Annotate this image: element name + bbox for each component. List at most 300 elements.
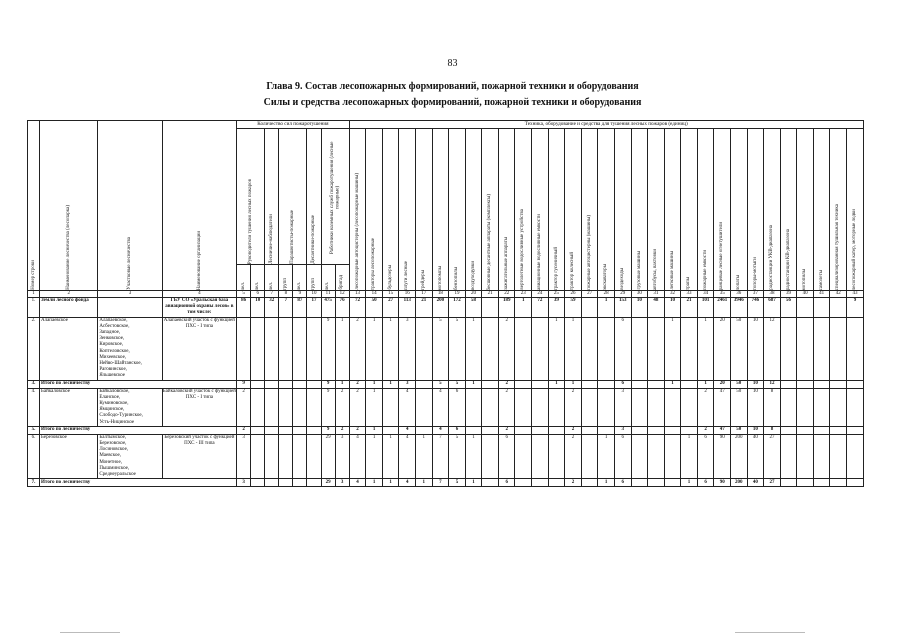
value-cell: 2461 bbox=[714, 298, 731, 318]
value-cell bbox=[797, 298, 814, 318]
value-cell bbox=[664, 479, 681, 487]
unit-text-6: групп bbox=[310, 277, 316, 290]
value-cell: 50 bbox=[731, 388, 748, 426]
column-number: 17 bbox=[416, 291, 433, 298]
value-cell: 1 bbox=[548, 380, 565, 388]
column-number: 23 bbox=[515, 291, 532, 298]
equipment-header-text-30: лесопожарный катер, моторные лодки bbox=[852, 208, 858, 290]
equipment-header-text-15: экскаваторы bbox=[603, 263, 609, 290]
value-cell: 1 bbox=[366, 434, 383, 478]
value-cell bbox=[598, 388, 615, 426]
value-cell bbox=[265, 434, 279, 478]
equipment-header-text-28: самолеты bbox=[818, 269, 824, 290]
column-number: 29 bbox=[614, 291, 631, 298]
value-cell bbox=[664, 426, 681, 434]
value-cell: 3 bbox=[614, 388, 631, 426]
value-cell: 10 bbox=[251, 298, 265, 318]
value-cell: 1 bbox=[416, 434, 433, 478]
value-cell bbox=[482, 298, 499, 318]
value-cell: 4 bbox=[432, 388, 449, 426]
value-cell bbox=[830, 298, 847, 318]
value-cell: 2 bbox=[335, 388, 349, 426]
equipment-header-25 bbox=[764, 129, 781, 291]
equipment-header-22 bbox=[714, 129, 731, 291]
value-cell bbox=[598, 317, 615, 380]
value-cell: 7 bbox=[432, 479, 449, 487]
column-number: 22 bbox=[498, 291, 515, 298]
value-cell bbox=[293, 388, 307, 426]
forestry-name: Алапаевское bbox=[40, 317, 98, 380]
unit-text-3: чел. bbox=[268, 281, 274, 290]
column-number: 1 bbox=[28, 291, 40, 298]
organization-name: ГБУ СО «Уральская база авиационной охраны лесов» в том числе: bbox=[162, 298, 236, 318]
value-cell bbox=[598, 380, 615, 388]
value-cell: 86 bbox=[237, 298, 251, 318]
column-number: 39 bbox=[780, 291, 797, 298]
equipment-header-19 bbox=[664, 129, 681, 291]
value-cell: 50 bbox=[366, 298, 383, 318]
equipment-header-20 bbox=[681, 129, 698, 291]
value-cell bbox=[581, 380, 598, 388]
value-cell bbox=[532, 380, 549, 388]
unit-text-2: чел. bbox=[254, 281, 260, 290]
value-cell: 1 bbox=[598, 434, 615, 478]
total-row bbox=[28, 479, 864, 487]
value-cell: 6 bbox=[697, 479, 714, 487]
value-cell: 9 bbox=[321, 380, 335, 388]
value-cell: 56 bbox=[780, 298, 797, 318]
staff-header-4 bbox=[307, 129, 321, 265]
chapter-title: Глава 9. Состав лесопожарных формирований, пожарной техники и оборудования bbox=[266, 81, 639, 92]
row-number: 3. bbox=[28, 380, 40, 388]
value-cell: 87 bbox=[293, 298, 307, 318]
value-cell: 9 bbox=[321, 317, 335, 380]
column-number: 26 bbox=[565, 291, 582, 298]
column-number-row bbox=[28, 291, 864, 298]
value-cell bbox=[251, 317, 265, 380]
value-cell bbox=[307, 426, 321, 434]
value-cell: 5 bbox=[449, 479, 466, 487]
value-cell: 475 bbox=[321, 298, 335, 318]
equipment-header-text-12: трактор гусеничный bbox=[553, 246, 559, 290]
total-label: Итого по лесничеству bbox=[40, 426, 237, 434]
value-cell bbox=[830, 388, 847, 426]
equipment-header-26 bbox=[780, 129, 797, 291]
value-cell: 153 bbox=[614, 298, 631, 318]
column-number: 18 bbox=[432, 291, 449, 298]
value-cell: 1 bbox=[366, 388, 383, 426]
value-cell: 6 bbox=[614, 479, 631, 487]
value-cell: 6 bbox=[614, 317, 631, 380]
value-cell: 1 bbox=[465, 479, 482, 487]
forces-table bbox=[27, 120, 864, 487]
equipment-header-text-19: легковые машины bbox=[669, 251, 675, 290]
equipment-group-header: Техника, оборудование и средства для тушения лесных пожаров (единиц) bbox=[349, 121, 863, 129]
value-cell: 2 bbox=[565, 426, 582, 434]
equipment-header-14 bbox=[581, 129, 598, 291]
value-cell bbox=[265, 388, 279, 426]
value-cell bbox=[482, 434, 499, 478]
value-cell bbox=[830, 434, 847, 478]
value-cell: 5 bbox=[449, 434, 466, 478]
value-cell bbox=[631, 426, 648, 434]
value-cell bbox=[265, 426, 279, 434]
value-cell: 1 bbox=[335, 380, 349, 388]
column-number: 10 bbox=[307, 291, 321, 298]
value-cell: 2 bbox=[498, 426, 515, 434]
unit-4 bbox=[279, 265, 293, 291]
value-cell: 3 bbox=[237, 479, 251, 487]
value-cell bbox=[307, 317, 321, 380]
total-row bbox=[28, 426, 864, 434]
value-cell: 2 bbox=[565, 434, 582, 478]
equipment-header-24 bbox=[747, 129, 764, 291]
value-cell bbox=[307, 434, 321, 478]
value-cell bbox=[797, 426, 814, 434]
value-cell: 1 bbox=[382, 434, 399, 478]
scan-artifact-right bbox=[735, 632, 805, 633]
column-number: 27 bbox=[581, 291, 598, 298]
fixed-header-4 bbox=[162, 121, 236, 291]
value-cell bbox=[465, 426, 482, 434]
value-cell bbox=[797, 317, 814, 380]
value-cell bbox=[631, 388, 648, 426]
column-number: 32 bbox=[664, 291, 681, 298]
column-number: 43 bbox=[847, 291, 864, 298]
value-cell bbox=[681, 426, 698, 434]
value-cell bbox=[780, 380, 797, 388]
value-cell: 200 bbox=[432, 298, 449, 318]
value-cell bbox=[279, 388, 293, 426]
value-cell: 2 bbox=[237, 388, 251, 426]
value-cell bbox=[664, 388, 681, 426]
value-cell bbox=[847, 426, 864, 434]
equipment-header-1 bbox=[366, 129, 383, 291]
value-cell: 1 bbox=[598, 479, 615, 487]
value-cell: 39 bbox=[548, 298, 565, 318]
value-cell: 2 bbox=[349, 317, 366, 380]
value-cell: 2 bbox=[349, 426, 366, 434]
value-cell: 12 bbox=[764, 380, 781, 388]
column-number: 12 bbox=[335, 291, 349, 298]
equipment-header-11 bbox=[532, 129, 549, 291]
value-cell: 6 bbox=[449, 388, 466, 426]
value-cell bbox=[532, 426, 549, 434]
value-cell: 10 bbox=[747, 388, 764, 426]
value-cell: 3 bbox=[335, 479, 349, 487]
column-number: 9 bbox=[293, 291, 307, 298]
column-number: 4 bbox=[162, 291, 236, 298]
district-list-text: Балтымское, Березовское, Лосиновское, Маевское, Монетное, Пышминское, Среднеуральское bbox=[99, 434, 136, 478]
column-number: 11 bbox=[321, 291, 335, 298]
value-cell bbox=[830, 317, 847, 380]
value-cell bbox=[465, 388, 482, 426]
row-number: 6. bbox=[28, 434, 40, 478]
value-cell bbox=[293, 317, 307, 380]
forestry-name: Березовское bbox=[40, 434, 98, 478]
value-cell: 6 bbox=[449, 426, 466, 434]
value-cell bbox=[581, 298, 598, 318]
value-cell: 29 bbox=[321, 434, 335, 478]
value-cell bbox=[813, 426, 830, 434]
value-cell bbox=[548, 479, 565, 487]
value-cell: 200 bbox=[731, 434, 748, 478]
value-cell: 20 bbox=[714, 380, 731, 388]
value-cell: 1 bbox=[366, 380, 383, 388]
value-cell bbox=[581, 426, 598, 434]
value-cell bbox=[515, 388, 532, 426]
value-cell: 40 bbox=[747, 434, 764, 478]
value-cell bbox=[780, 317, 797, 380]
staff-header-text-6: лесопожарные автоцистерны (лесопожарные машины) bbox=[354, 173, 360, 290]
value-cell bbox=[813, 434, 830, 478]
value-cell: 2 bbox=[498, 380, 515, 388]
fixed-header-2 bbox=[40, 121, 98, 291]
column-number: 8 bbox=[279, 291, 293, 298]
district-list bbox=[98, 317, 162, 380]
fixed-header-text-1: Номер строки bbox=[30, 260, 36, 290]
value-cell: 4 bbox=[349, 479, 366, 487]
value-cell: 2 bbox=[565, 388, 582, 426]
district-list bbox=[98, 298, 162, 318]
column-number: 41 bbox=[813, 291, 830, 298]
equipment-header-text-5: мотопомпы bbox=[437, 265, 443, 290]
value-cell: 4 bbox=[349, 434, 366, 478]
value-cell: 3 bbox=[335, 434, 349, 478]
value-cell bbox=[780, 434, 797, 478]
value-cell bbox=[251, 479, 265, 487]
value-cell: 8 bbox=[764, 388, 781, 426]
value-cell: 1 bbox=[548, 317, 565, 380]
unit-5 bbox=[293, 265, 307, 291]
value-cell: 10 bbox=[747, 426, 764, 434]
value-cell: 1 bbox=[681, 434, 698, 478]
value-cell bbox=[515, 317, 532, 380]
equipment-header-4 bbox=[416, 129, 433, 291]
equipment-header-10 bbox=[515, 129, 532, 291]
value-cell bbox=[648, 317, 665, 380]
value-cell: 9 bbox=[321, 426, 335, 434]
total-label: Итого по лесничеству bbox=[40, 479, 237, 487]
value-cell bbox=[648, 426, 665, 434]
staff-header-text-2: Лесничие-наблюдатели bbox=[268, 214, 274, 264]
value-cell: 2 bbox=[237, 426, 251, 434]
value-cell: 1 bbox=[664, 380, 681, 388]
value-cell bbox=[293, 479, 307, 487]
value-cell: 1 bbox=[366, 479, 383, 487]
value-cell bbox=[780, 426, 797, 434]
value-cell bbox=[813, 380, 830, 388]
value-cell bbox=[482, 479, 499, 487]
value-cell bbox=[515, 380, 532, 388]
column-number: 20 bbox=[465, 291, 482, 298]
unit-1 bbox=[237, 265, 251, 291]
value-cell bbox=[416, 317, 433, 380]
value-cell: 189 bbox=[498, 298, 515, 318]
equipment-header-3 bbox=[399, 129, 416, 291]
organization-name: Байкаловский участок с функцией ПХС - I типа bbox=[162, 388, 236, 426]
column-number: 6 bbox=[251, 291, 265, 298]
value-cell bbox=[797, 388, 814, 426]
value-cell bbox=[382, 426, 399, 434]
value-cell: 21 bbox=[416, 298, 433, 318]
value-cell bbox=[847, 434, 864, 478]
value-cell: 1 bbox=[366, 317, 383, 380]
column-number: 19 bbox=[449, 291, 466, 298]
unit-text-4: групп bbox=[282, 277, 288, 290]
value-cell bbox=[797, 434, 814, 478]
equipment-header-text-13: трактор колесный bbox=[570, 251, 576, 290]
value-cell: 90 bbox=[714, 434, 731, 478]
table-row bbox=[28, 298, 864, 318]
value-cell bbox=[797, 479, 814, 487]
value-cell: 2 bbox=[697, 388, 714, 426]
fixed-header-text-4: Наименование организации bbox=[196, 230, 202, 290]
column-number: 30 bbox=[631, 291, 648, 298]
equipment-header-text-25: радиостанции УКВ-диапазона bbox=[769, 225, 775, 290]
value-cell bbox=[548, 426, 565, 434]
district-list bbox=[98, 434, 162, 478]
value-cell: 72 bbox=[349, 298, 366, 318]
value-cell bbox=[847, 388, 864, 426]
value-cell bbox=[830, 426, 847, 434]
organization-name: Алапаевский участок с функцией ПХС - I типа bbox=[162, 317, 236, 380]
fixed-header-text-3: Участковые лесничества bbox=[127, 237, 133, 290]
row-number: 4. bbox=[28, 388, 40, 426]
value-cell: 1 bbox=[382, 380, 399, 388]
forestry-name: Земли лесного фонда bbox=[40, 298, 98, 318]
value-cell: 6 bbox=[614, 380, 631, 388]
staff-header-6 bbox=[349, 129, 366, 291]
equipment-header-text-26: радиостанции КВ-диапазона bbox=[785, 228, 791, 290]
value-cell: 50 bbox=[731, 380, 748, 388]
staff-header-text-3: Парашютисты-пожарные bbox=[290, 210, 296, 264]
value-cell: 1 bbox=[681, 479, 698, 487]
value-cell: 27 bbox=[764, 479, 781, 487]
value-cell: 10 bbox=[631, 298, 648, 318]
value-cell bbox=[648, 479, 665, 487]
column-number: 37 bbox=[747, 291, 764, 298]
equipment-header-text-4: грейдеры bbox=[421, 269, 426, 290]
unit-text-1: чел. bbox=[240, 281, 246, 290]
staff-header-2 bbox=[265, 129, 279, 265]
column-number: 35 bbox=[714, 291, 731, 298]
value-cell: 6 bbox=[498, 479, 515, 487]
value-cell: 6 bbox=[614, 434, 631, 478]
column-number: 16 bbox=[399, 291, 416, 298]
column-number: 25 bbox=[548, 291, 565, 298]
value-cell bbox=[265, 380, 279, 388]
value-cell bbox=[548, 388, 565, 426]
staff-header-text-4: Десантники-пожарные bbox=[311, 215, 317, 264]
column-number: 33 bbox=[681, 291, 698, 298]
value-cell bbox=[515, 479, 532, 487]
total-row bbox=[28, 380, 864, 388]
column-number: 3 bbox=[98, 291, 162, 298]
equipment-header-28 bbox=[813, 129, 830, 291]
staff-header-text-1: Руководители тушения лесных пожаров bbox=[247, 178, 253, 264]
value-cell: 21 bbox=[681, 298, 698, 318]
staff-header-text-5: Работники наземных служб пожаротушения (лесные пожарные) bbox=[329, 141, 341, 254]
equipment-header-text-22: ранцевые лесные огнетушители bbox=[719, 221, 725, 290]
value-cell bbox=[532, 317, 549, 380]
equipment-header-text-8: бесшовные десантные аппараты (комплексы) bbox=[487, 193, 493, 290]
value-cell bbox=[279, 317, 293, 380]
row-number: 7. bbox=[28, 479, 40, 487]
value-cell: 12 bbox=[764, 317, 781, 380]
equipment-header-15 bbox=[598, 129, 615, 291]
value-cell bbox=[279, 426, 293, 434]
equipment-header-text-18: автобусы, вахтовки bbox=[653, 249, 659, 290]
equipment-header-text-16: вездеходы bbox=[619, 268, 625, 290]
unit-2 bbox=[251, 265, 265, 291]
equipment-header-2 bbox=[382, 129, 399, 291]
equipment-header-text-20: трапы bbox=[686, 277, 692, 290]
column-number: 42 bbox=[830, 291, 847, 298]
value-cell bbox=[648, 434, 665, 478]
equipment-header-text-2: бульдозеры bbox=[387, 265, 393, 290]
value-cell bbox=[631, 479, 648, 487]
value-cell bbox=[416, 388, 433, 426]
value-cell: 687 bbox=[764, 298, 781, 318]
value-cell: 1 bbox=[565, 317, 582, 380]
value-cell: 20 bbox=[714, 317, 731, 380]
equipment-header-text-3: плуги лесные bbox=[404, 261, 410, 290]
value-cell: 1 bbox=[515, 298, 532, 318]
column-number: 36 bbox=[731, 291, 748, 298]
equipment-header-text-11: авиационные водосливные емкости bbox=[537, 214, 543, 290]
value-cell: 48 bbox=[648, 298, 665, 318]
unit-7 bbox=[321, 265, 335, 291]
table-row bbox=[28, 388, 864, 426]
value-cell bbox=[279, 380, 293, 388]
value-cell: 50 bbox=[731, 317, 748, 380]
value-cell: 2 bbox=[349, 380, 366, 388]
column-number: 24 bbox=[532, 291, 549, 298]
value-cell bbox=[532, 388, 549, 426]
district-list-text: Алапаевское, Асбестовское, Западное, Зенковское, Кировское, Коптеловское, Михеевское, Нейво-Шайтанское, Раговинское, Яльшевское bbox=[99, 317, 142, 379]
value-cell: 101 bbox=[697, 298, 714, 318]
value-cell: 1 bbox=[598, 298, 615, 318]
value-cell bbox=[293, 434, 307, 478]
value-cell bbox=[482, 388, 499, 426]
value-cell bbox=[482, 317, 499, 380]
value-cell: 76 bbox=[335, 298, 349, 318]
value-cell: 1 bbox=[697, 380, 714, 388]
value-cell: 5 bbox=[449, 317, 466, 380]
value-cell: 40 bbox=[747, 479, 764, 487]
equipment-header-23 bbox=[731, 129, 748, 291]
value-cell: 4 bbox=[432, 426, 449, 434]
header-group-row bbox=[28, 121, 864, 129]
value-cell: 3 bbox=[399, 380, 416, 388]
equipment-header-5 bbox=[432, 129, 449, 291]
value-cell bbox=[780, 388, 797, 426]
row-number: 1. bbox=[28, 298, 40, 318]
value-cell: 27 bbox=[382, 298, 399, 318]
value-cell: 746 bbox=[747, 298, 764, 318]
equipment-header-text-9: зажигательные аппараты bbox=[503, 236, 509, 290]
value-cell bbox=[548, 434, 565, 478]
value-cell: 1 bbox=[465, 380, 482, 388]
column-number: 31 bbox=[648, 291, 665, 298]
value-cell: 113 bbox=[399, 298, 416, 318]
equipment-header-text-23: лопаты bbox=[735, 274, 741, 290]
district-list bbox=[98, 388, 162, 426]
value-cell: 2 bbox=[498, 317, 515, 380]
value-cell bbox=[482, 380, 499, 388]
value-cell bbox=[631, 380, 648, 388]
